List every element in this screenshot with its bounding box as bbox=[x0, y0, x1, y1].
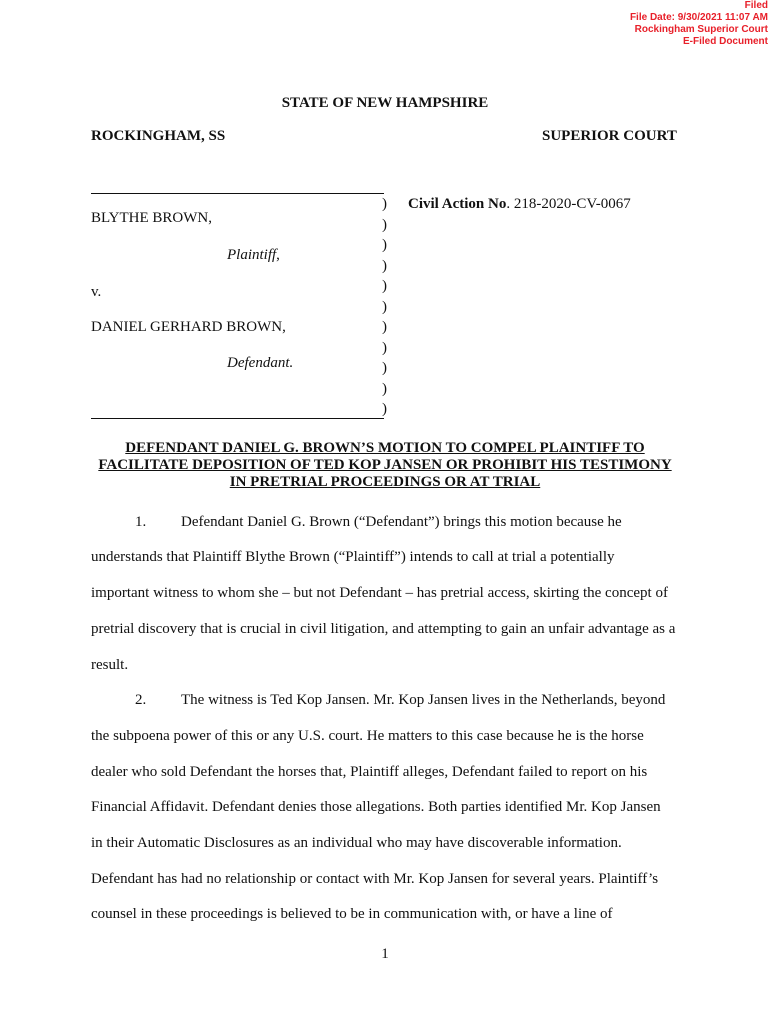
paragraph-1-number: 1. bbox=[135, 514, 147, 530]
plaintiff-role: Plaintiff bbox=[227, 247, 277, 263]
caption-paren-7: ) bbox=[382, 319, 387, 335]
defendant-name: DANIEL GERHARD BROWN, bbox=[91, 319, 286, 335]
paragraph-2-line-5: in their Automatic Disclosures as an individual who may have discoverable information. bbox=[91, 835, 622, 851]
caption-top-rule bbox=[91, 193, 384, 194]
paragraph-2-number: 2. bbox=[135, 692, 147, 708]
civil-action-number bbox=[408, 195, 631, 213]
paragraph-1-line-5: result. bbox=[91, 657, 129, 673]
stamp-efiled: E-Filed Document bbox=[682, 36, 768, 47]
caption-paren-8: ) bbox=[382, 339, 387, 356]
caption-paren-10: ) bbox=[382, 380, 387, 397]
caption-paren-6: ) bbox=[382, 298, 387, 315]
caption-bottom-rule bbox=[91, 418, 384, 419]
caption-paren-5: ) bbox=[382, 278, 387, 294]
paragraph-1-line-4: pretrial discovery that is crucial in civil litigation, and attempting to gain an unfair advantage as a bbox=[91, 621, 676, 637]
caption-paren-9: ) bbox=[382, 360, 387, 376]
county-heading: ROCKINGHAM, SS bbox=[91, 128, 226, 144]
caption-paren-2: ) bbox=[382, 216, 387, 233]
efile-stamp bbox=[630, 0, 768, 48]
caption-paren-1: ) bbox=[382, 196, 387, 212]
plaintiff-role-line: Plaintiff, bbox=[227, 247, 280, 263]
motion-title-line-2: FACILITATE DEPOSITION OF TED KOP JANSEN OR PROHIBIT HIS TESTIMONY bbox=[98, 457, 672, 473]
stamp-court: Rockingham Superior Court bbox=[634, 24, 768, 35]
paragraph-2-line-2: the subpoena power of this or any U.S. court. He matters to this case because he is the horse bbox=[91, 728, 644, 744]
paragraph-1-line-2: understands that Plaintiff Blythe Brown (“Plaintiff”) intends to call at trial a potentially bbox=[91, 549, 615, 565]
stamp-filed: Filed bbox=[744, 0, 768, 11]
caption-paren-3: ) bbox=[382, 237, 387, 253]
motion-title-line-1: DEFENDANT DANIEL G. BROWN’S MOTION TO COMPEL PLAINTIFF TO bbox=[125, 440, 645, 456]
stamp-file-date: File Date: 9/30/2021 11:07 AM bbox=[629, 12, 768, 23]
paragraph-2-line-4: Financial Affidavit. Defendant denies those allegations. Both parties identified Mr. Kop Jansen bbox=[91, 799, 661, 815]
civil-action-label: Civil Action No bbox=[408, 196, 507, 212]
civil-action-value: . 218-2020-CV-0067 bbox=[506, 196, 631, 212]
caption-paren-11: ) bbox=[382, 401, 387, 417]
paragraph-2-line-3: dealer who sold Defendant the horses that, Plaintiff alleges, Defendant failed to report on his bbox=[91, 764, 648, 780]
motion-title-line-3: IN PRETRIAL PROCEEDINGS OR AT TRIAL bbox=[229, 474, 541, 490]
paragraph-2-line-6: Defendant has had no relationship or contact with Mr. Kop Jansen for several years. Plaintiff’s bbox=[91, 871, 659, 887]
court-heading: SUPERIOR COURT bbox=[542, 128, 677, 144]
page-number: 1 bbox=[381, 946, 389, 962]
defendant-role: Defendant. bbox=[227, 355, 294, 371]
paragraph-1-line-3: important witness to whom she – but not Defendant – has pretrial access, skirting the concept of bbox=[91, 585, 668, 601]
paragraph-2-line-7: counsel in these proceedings is believed to be in communication with, or have a line of bbox=[91, 906, 613, 922]
motion-title bbox=[70, 440, 700, 491]
plaintiff-name: BLYTHE BROWN, bbox=[91, 210, 212, 226]
paragraph-1-line-1: Defendant Daniel G. Brown (“Defendant”) brings this motion because he bbox=[181, 514, 622, 530]
versus: v. bbox=[91, 284, 102, 300]
caption-paren-4: ) bbox=[382, 257, 387, 274]
state-heading: STATE OF NEW HAMPSHIRE bbox=[281, 95, 489, 111]
paragraph-2-line-1: The witness is Ted Kop Jansen. Mr. Kop Jansen lives in the Netherlands, beyond bbox=[181, 692, 666, 708]
